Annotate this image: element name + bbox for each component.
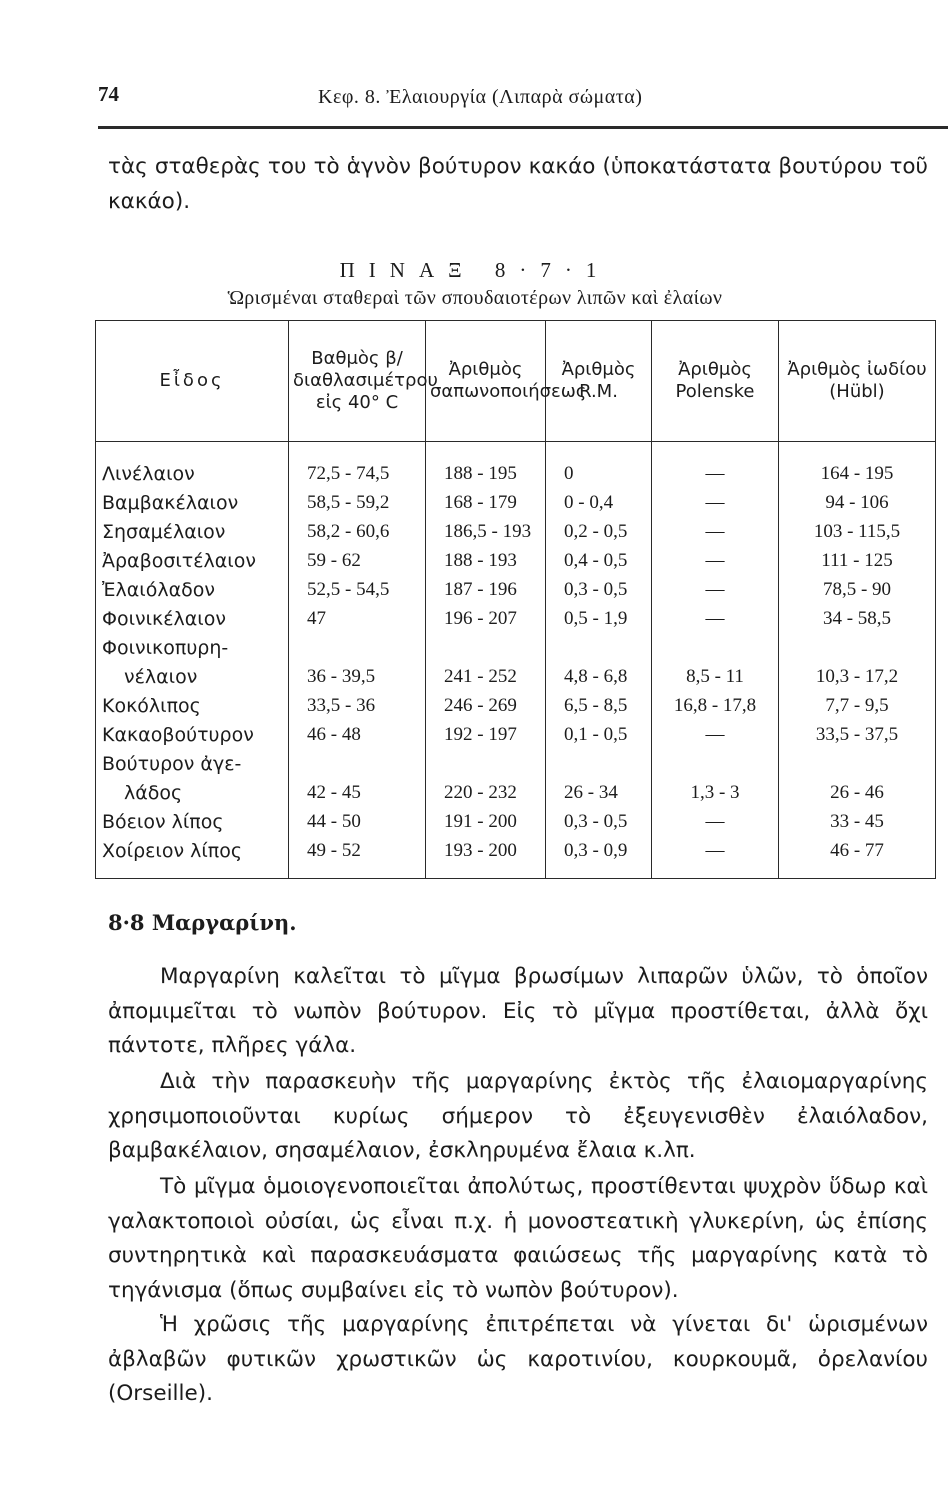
table-row [96, 804, 936, 833]
cell-saponification: 193 - 200 [426, 833, 546, 879]
table-row [96, 717, 936, 746]
cell-saponification: 188 - 195 [426, 442, 546, 486]
cell-saponification: 246 - 269 [426, 688, 546, 717]
cell-type: λάδος [96, 775, 289, 804]
cell-saponification: 191 - 200 [426, 804, 546, 833]
table-row [96, 514, 936, 543]
cell-type: Κακαοβούτυρον [96, 717, 289, 746]
cell-refractometer: 36 - 39,5 [289, 659, 426, 688]
cell-saponification: 192 - 197 [426, 717, 546, 746]
table-row [96, 543, 936, 572]
cell-type: Λινέλαιον [96, 442, 289, 486]
cell-polenske: — [652, 543, 779, 572]
cell-polenske: — [652, 804, 779, 833]
cell-iodine: 10,3 - 17,2 [779, 659, 936, 688]
table-row [96, 659, 936, 688]
constants-table [95, 320, 936, 879]
cell-saponification: 186,5 - 193 [426, 514, 546, 543]
cell-saponification: 241 - 252 [426, 659, 546, 688]
cell-rm: 6,5 - 8,5 [546, 688, 652, 717]
table-row [96, 442, 936, 486]
cell-type: Βούτυρον ἀγε- [96, 746, 289, 775]
cell-refractometer: 44 - 50 [289, 804, 426, 833]
table-header-row [96, 321, 936, 442]
cell-saponification: 188 - 193 [426, 543, 546, 572]
page-header [98, 76, 948, 129]
page-number: 74 [98, 82, 119, 106]
cell-type: Φοινικοπυρη- [96, 630, 289, 659]
cell-type: Κοκόλιπος [96, 688, 289, 717]
cell-type: Ἀραβοσιτέλαιον [96, 543, 289, 572]
cell-iodine: 164 - 195 [779, 442, 936, 486]
cell-refractometer: 49 - 52 [289, 833, 426, 879]
cell-polenske: 8,5 - 11 [652, 659, 779, 688]
table-caption: Ὡρισμέναι σταθεραὶ τῶν σπουδαιοτέρων λιπῶν καὶ ἐλαίων [227, 287, 723, 309]
table-row [96, 746, 936, 775]
cell-saponification [426, 630, 546, 659]
header-saponification: Ἀριθμὸς σαπωνοποιήσεως [426, 321, 546, 442]
header-type: Εἶδος [96, 321, 289, 442]
cell-saponification: 187 - 196 [426, 572, 546, 601]
cell-rm: 0,3 - 0,5 [546, 804, 652, 833]
table-row [96, 601, 936, 630]
cell-refractometer: 33,5 - 36 [289, 688, 426, 717]
cell-iodine [779, 746, 936, 775]
cell-iodine: 111 - 125 [779, 543, 936, 572]
cell-refractometer [289, 630, 426, 659]
cell-iodine: 78,5 - 90 [779, 572, 936, 601]
paragraph-4: Ἡ χρῶσις τῆς μαργαρίνης ἐπιτρέπεται νὰ γίνεται δι' ὡρισμένων ἀβλαβῶν φυτικῶν χρωστικῶν ὡς καροτινίου, κουρκουμᾶ, ὀρελανίου (Orseille). [108, 1312, 928, 1406]
cell-saponification: 196 - 207 [426, 601, 546, 630]
cell-polenske: — [652, 442, 779, 486]
cell-iodine: 46 - 77 [779, 833, 936, 879]
paragraph-2: Διὰ τὴν παρασκευὴν τῆς μαργαρίνης ἐκτὸς τῆς ἐλαιομαργαρίνης χρησιμοποιοῦνται κυρίως σήμερον τὸ ἐξευγενισθὲν ἐλαιόλαδον, βαμβακέλαιον, σησαμέλαιον, ἐσκληρυμένα ἔλαια κ.λπ. [108, 1069, 928, 1163]
cell-rm [546, 746, 652, 775]
cell-polenske: — [652, 572, 779, 601]
cell-type: Ἐλαιόλαδον [96, 572, 289, 601]
cell-polenske: 16,8 - 17,8 [652, 688, 779, 717]
cell-refractometer: 47 [289, 601, 426, 630]
cell-polenske: — [652, 601, 779, 630]
cell-refractometer: 58,2 - 60,6 [289, 514, 426, 543]
cell-rm: 0,3 - 0,9 [546, 833, 652, 879]
cell-type: νέλαιον [96, 659, 289, 688]
cell-refractometer [289, 746, 426, 775]
cell-type: Φοινικέλαιον [96, 601, 289, 630]
header-iodine: Ἀριθμὸς ἰωδίου (Hübl) [779, 321, 936, 442]
cell-saponification [426, 746, 546, 775]
table-row [96, 833, 936, 879]
cell-iodine: 103 - 115,5 [779, 514, 936, 543]
cell-rm: 26 - 34 [546, 775, 652, 804]
cell-refractometer: 72,5 - 74,5 [289, 442, 426, 486]
table-row [96, 630, 936, 659]
paragraph-3: Τὸ μῖγμα ὁμοιογενοποιεῖται ἀπολύτως, προστίθενται ψυχρὸν ὕδωρ καὶ γαλακτοποιοὶ οὐσίαι, ὡς εἶναι π.χ. ἡ μονοστεατικὴ γλυκερίνη, ὡς ἐπίσης συντηρητικὰ καὶ παρασκευάσματα φαιώσεως τῆς μαργαρίνης κατὰ τὸ τηγάνισμα (ὅπως συμβαίνει εἰς τὸ νωπὸν βούτυρον). [108, 1174, 928, 1303]
cell-refractometer: 52,5 - 54,5 [289, 572, 426, 601]
cell-rm: 0,1 - 0,5 [546, 717, 652, 746]
cell-iodine: 26 - 46 [779, 775, 936, 804]
cell-rm: 0,5 - 1,9 [546, 601, 652, 630]
table-label: ΠΙΝΑΞ 8·7·1 [339, 258, 611, 282]
cell-refractometer: 46 - 48 [289, 717, 426, 746]
intro-paragraph: τὰς σταθερὰς του τὸ ἁγνὸν βούτυρον κακάο (ὑποκατάστατα βουτύρου τοῦ κακάο). [108, 154, 928, 214]
cell-refractometer: 59 - 62 [289, 543, 426, 572]
cell-type: Σησαμέλαιον [96, 514, 289, 543]
cell-iodine: 33,5 - 37,5 [779, 717, 936, 746]
cell-iodine: 7,7 - 9,5 [779, 688, 936, 717]
cell-polenske [652, 746, 779, 775]
table-row [96, 775, 936, 804]
header-polenske: Ἀριθμὸς Polenske [652, 321, 779, 442]
cell-polenske: 1,3 - 3 [652, 775, 779, 804]
cell-rm: 4,8 - 6,8 [546, 659, 652, 688]
cell-type: Βαμβακέλαιον [96, 485, 289, 514]
header-rm: Ἀριθμὸς R.M. [546, 321, 652, 442]
cell-iodine: 94 - 106 [779, 485, 936, 514]
paragraph-1: Μαργαρίνη καλεῖται τὸ μῖγμα βρωσίμων λιπαρῶν ὑλῶν, τὸ ὁποῖον ἀπομιμεῖται τὸ νωπὸν βούτυρον. Εἰς τὸ μῖγμα προστίθεται, ἀλλὰ ὄχι πάντοτε, πλῆρες γάλα. [108, 964, 928, 1058]
cell-iodine [779, 630, 936, 659]
cell-saponification: 168 - 179 [426, 485, 546, 514]
table-row [96, 572, 936, 601]
cell-rm: 0 [546, 442, 652, 486]
cell-rm: 0,2 - 0,5 [546, 514, 652, 543]
table-row [96, 688, 936, 717]
cell-iodine: 34 - 58,5 [779, 601, 936, 630]
cell-refractometer: 58,5 - 59,2 [289, 485, 426, 514]
section-title: 8·8 Μαργαρίνη. [108, 910, 297, 935]
cell-type: Βόειον λίπος [96, 804, 289, 833]
cell-type: Χοίρειον λίπος [96, 833, 289, 879]
cell-refractometer: 42 - 45 [289, 775, 426, 804]
cell-polenske: — [652, 717, 779, 746]
cell-iodine: 33 - 45 [779, 804, 936, 833]
cell-polenske: — [652, 514, 779, 543]
cell-polenske: — [652, 485, 779, 514]
cell-rm: 0 - 0,4 [546, 485, 652, 514]
cell-rm: 0,3 - 0,5 [546, 572, 652, 601]
cell-saponification: 220 - 232 [426, 775, 546, 804]
cell-rm: 0,4 - 0,5 [546, 543, 652, 572]
cell-rm [546, 630, 652, 659]
table-row [96, 485, 936, 514]
header-refractometer: Βαθμὸς β/διαθλασιμέτρου εἰς 40° C [289, 321, 426, 442]
table-body [96, 442, 936, 879]
cell-polenske: — [652, 833, 779, 879]
running-title: Κεφ. 8. Ἐλαιουργία (Λιπαρὰ σώματα) [318, 86, 643, 108]
cell-polenske [652, 630, 779, 659]
